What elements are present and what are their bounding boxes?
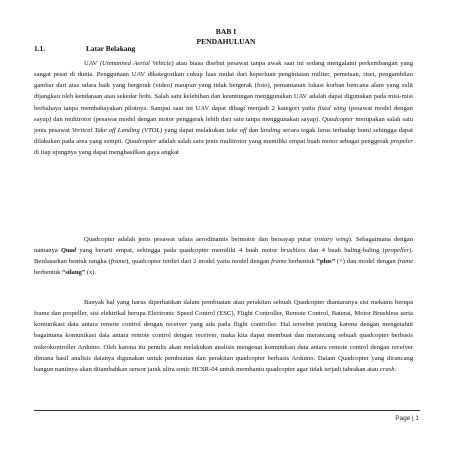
text-run: . <box>394 365 397 373</box>
text-run: propeller <box>384 247 410 255</box>
section-heading <box>34 44 414 53</box>
footer-divider <box>34 410 420 411</box>
text-run: merupakan salah satu jenis pesawat <box>34 115 413 134</box>
text-run: Quadcopter <box>322 115 354 123</box>
text-run: secara tegak lurus terhadap bumi sehingga dapat dilakukan pada area yang sempit. <box>34 126 413 146</box>
text-run: berbentuk <box>34 269 63 277</box>
text-run: crash <box>379 365 395 373</box>
text-run: berbentuk <box>286 258 317 266</box>
text-run: ). Berdasarkan bentuk rangka ( <box>34 247 413 266</box>
chapter-title: PENDAHULUAN <box>196 37 256 46</box>
text-run: propeler <box>390 138 413 146</box>
text-run: frame <box>271 258 287 266</box>
text-run: ), quadcopter terdiri dari 2 model yaitu model dengan <box>126 258 272 266</box>
text-run: ). Sebagaimana dengan namanya <box>34 236 414 255</box>
text-run: Quadcopter adalah jenis pesawat udara aerodinamis bermotor dan bersayap putar ( <box>84 236 317 243</box>
text-run: landing <box>260 126 281 134</box>
text-run: Banyak hal yang harus diperhatikan dalam pembuatan atau perakitan sebuah Quadcopter diantaranya sisi mekanis berupa frame dan propeller, sisi elektrikal berupa Electronic Speed Control (ESC), Flight Controller, Remote Control, Baterai, Motor Brushless serta komunikasi data antara remote control dengan receiver yang ada pada flight controller. Hal tersebut penting karena dengan mengetahui bagaimana komunikasi data antara remote control dengan receiver, maka kita dapat membuat dan merancang sebuah quadcopter berbasis mikrokontroller Arduino. Oleh karena itu penulis akan melakukan analisis mengenai komunikasi data antara remote control dengan receiver dimana hasil analisis datanya digunakan untuk pembuatan dan perakitan quadcopter berbasis Arduino. Dalam Quadcopter yang dirancang bangun nantinya akan ditambahkan sensor jarak ultra sonic HCSR-04 untuk membantu quadcopter agar tidak terjadi tabrakan atau <box>34 299 413 373</box>
text-run: adalah salah satu jenis multirotor yang memiliki empat buah motor sebagai penggerak <box>156 138 391 146</box>
section-title: Latar Belakang <box>86 44 136 53</box>
text-run: UAV <box>84 60 100 67</box>
page-number: Page | 1 <box>395 415 419 422</box>
paragraph-perakitan <box>34 297 413 375</box>
section-number: 1.1. <box>34 44 46 53</box>
text-run: atau biasa disebut pesawat tanpa awak saat ini sedang mengalami perkembangan yang sangat pesat di dunia. Penggunaan UAV dikategorikan cukup luas mulai dari keperluan pengintaian militer, pemetaan, riset, pengambilan gambar dari atas udara baik yang bergerak (video) maupun yang tidak bergerak (foto), pemantauan lokasi korban bencana alam yang sulit dijangkau oleh kendaraan atau sekedar hobi. Salah satu kelebihan dan keuntungan menggunakan UAV adalah dapat digunakan pada misi-misi berbahaya tanpa membahayakan pilotnya. Sampai saat ini UAV dapat dibagi menjadi 2 kategori yaitu <box>34 60 414 112</box>
chapter-number: BAB I <box>215 27 237 36</box>
text-run: dan <box>246 126 261 134</box>
text-run: “plus” <box>316 258 335 266</box>
text-run: (x). <box>85 269 97 277</box>
text-run: (Unmanned Aerial Vehicle) <box>99 60 174 67</box>
paragraph-quadcopter <box>34 234 413 279</box>
paragraph-uav <box>34 58 413 158</box>
text-run: frame <box>397 258 413 266</box>
text-run: (pesawat model dengan sayap) dan multirotor (pesawat model dengan motor penggerak lebih dari satu tanpa menggunakan sayap). <box>34 104 413 123</box>
text-run: yang berarti empat, sehingga pada quadcopter memiliki 4 buah motor <box>76 247 281 255</box>
text-run: dan 4 buah baling-baling ( <box>305 247 385 255</box>
text-run: take off <box>226 126 247 134</box>
text-run: di tiap ujungnya yang dapat menghasilkan gaya angkat <box>34 149 179 157</box>
text-run: fixed wing <box>317 104 347 112</box>
text-run: yang dapat melakukan <box>162 126 227 134</box>
text-run: “silang” <box>62 269 86 277</box>
text-run: Quad <box>61 247 77 255</box>
text-run: Vertical Take off Landing (VTOL) <box>71 126 163 134</box>
text-run: brushless <box>280 247 306 255</box>
text-run: rotary wing <box>316 236 349 243</box>
text-run: Quadcopter <box>125 138 157 146</box>
text-run: frame <box>110 258 127 266</box>
text-run: (+) dan model dengan <box>335 258 398 266</box>
